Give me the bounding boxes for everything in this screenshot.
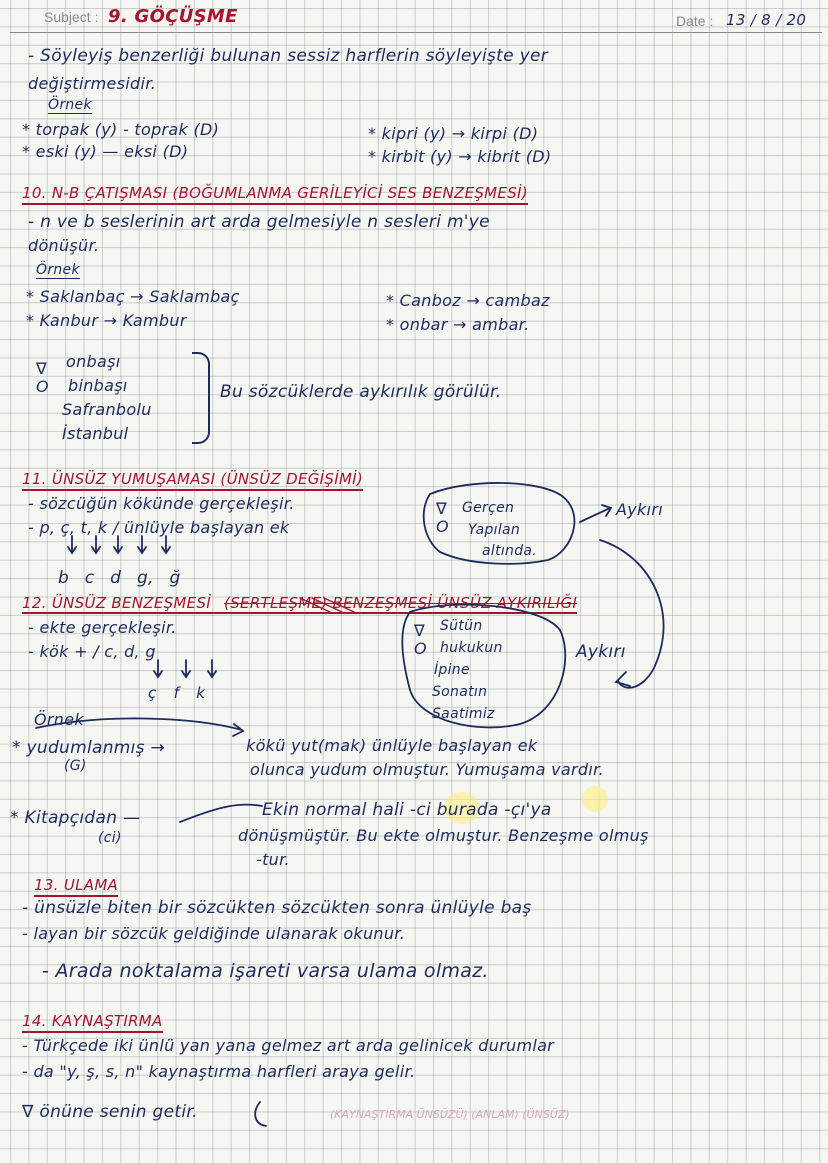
ornek2-label: Örnek — [34, 710, 84, 729]
s13-line2: - layan bir sözcük geldiğinde ulanarak okunur. — [22, 924, 406, 943]
s13-line1: - ünsüzle biten bir sözcükten sözcükten sonra ünlüyle baş — [22, 898, 532, 918]
s11-line3: b c d g, ğ — [58, 568, 181, 588]
s14-line3: ∇ önüne senin getir. — [22, 1102, 198, 1122]
s11-title: 11. ÜNSÜZ YUMUŞAMASI (ÜNSÜZ DEĞİŞİMİ) — [22, 470, 363, 491]
ornek2-ex2-text3: -tur. — [256, 850, 290, 869]
s10-marker: ∇ O — [36, 359, 49, 396]
s12-struck: (SERTLEŞME) BENZEŞMESİ ÜNSÜZ AYKIRILIĞI — [224, 594, 578, 612]
s11-exc-1: Yapılan — [468, 522, 521, 538]
s9-ex1: * torpak (y) - toprak (D) — [22, 120, 220, 139]
ornek2-ex1-word: * yudumlanmış → — [12, 738, 166, 758]
s10-note: Bu sözcüklerde aykırılık görülür. — [220, 382, 502, 402]
s13-line3: - Arada noktalama işareti varsa ulama olmaz. — [42, 960, 489, 982]
s14-line1: - Türkçede iki ünlü yan yana gelmez art arda gelinicek durumlar — [22, 1036, 555, 1055]
s10-list-0: onbaşı — [66, 352, 121, 371]
s12-exc-2: İpine — [434, 662, 470, 678]
s12-line3: ç f k — [148, 684, 206, 702]
s12-exc-1: hukukun — [440, 640, 503, 656]
s11-aykiri: Aykırı — [616, 500, 663, 519]
date-label: Date : — [676, 13, 714, 29]
s9-example-label: Örnek — [48, 97, 92, 113]
s9-line1: - Söyleyiş benzerliği bulunan sessiz harflerin söyleyişte yer — [28, 46, 549, 66]
s9-ex3: * kipri (y) → kirpi (D) — [368, 124, 539, 143]
ornek2-ex1-text2: olunca yudum olmuştur. Yumuşama vardır. — [250, 760, 604, 779]
ornek2-ex1-tag: (G) — [64, 758, 87, 774]
s9-ex4: * kirbit (y) → kibrit (D) — [368, 147, 552, 166]
s12-line1: - ekte gerçekleşir. — [28, 618, 177, 637]
s11-line2: - p, ç, t, k / ünlüyle başlayan ek — [28, 518, 290, 537]
s10-ex1: * Saklanbaç → Saklambaç — [26, 287, 240, 306]
s10-list-1: binbaşı — [68, 376, 128, 395]
s11-exc-0: Gerçen — [462, 500, 515, 516]
date-value: 13 / 8 / 20 — [726, 11, 807, 29]
s12-exc-3: Sonatın — [432, 684, 488, 700]
s10-ex2: * Kanbur → Kambur — [26, 311, 187, 330]
s12-exc-0: Sütün — [440, 618, 483, 634]
s10-line1: - n ve b seslerinin art arda gelmesiyle n sesleri m'ye — [28, 212, 490, 232]
s10-example-label: Örnek — [36, 262, 80, 278]
s12-title-wrap — [22, 594, 577, 614]
ornek2-ex2-word: * Kitapçıdan — — [10, 808, 141, 828]
s11-exc-2: altında. — [482, 543, 538, 559]
subject-value: 9. GÖÇÜŞME — [108, 6, 238, 27]
s12-title: 12. ÜNSÜZ BENZEŞMESİ — [22, 594, 211, 612]
s10-line2: dönüşür. — [28, 236, 100, 255]
s14-faint: (KAYNAŞTIRMA ÜNSÜZÜ) (ANLAM) (ÜNSÜZ) — [330, 1108, 570, 1121]
ornek2-ex2-text1: Ekin normal hali -ci burada -çı'ya — [262, 800, 552, 820]
subject-label: Subject : — [44, 9, 99, 25]
s10-list-2: Safranbolu — [62, 400, 152, 419]
ornek2-ex2-tag: (ci) — [98, 830, 122, 846]
s12-line2: - kök + / c, d, g — [28, 642, 156, 661]
ornek2-ex1-text1: kökü yut(mak) ünlüyle başlayan ek — [246, 736, 538, 755]
s9-line2: değiştirmesidir. — [28, 74, 157, 93]
highlight-mark-2 — [582, 786, 608, 812]
s12-marker: ∇ O — [414, 621, 427, 658]
s11-marker: ∇ O — [436, 499, 449, 536]
s10-brace — [192, 352, 210, 444]
s11-line1: - sözcüğün kökünde gerçekleşir. — [28, 494, 295, 513]
ornek2-ex2-text2: dönüşmüştür. Bu ekte olmuştur. Benzeşme olmuş — [238, 826, 649, 845]
s13-title: 13. ULAMA — [34, 876, 118, 897]
s10-ex4: * onbar → ambar. — [386, 315, 530, 334]
s10-title: 10. N-B ÇATIŞMASI (BOĞUMLANMA GERİLEYİCİ SES BENZEŞMESİ) — [22, 184, 528, 205]
s10-list-3: İstanbul — [62, 424, 129, 443]
s9-ex2: * eski (y) — eksi (D) — [22, 142, 189, 161]
s12-exc-4: Saatimiz — [432, 706, 495, 722]
s14-title: 14. KAYNAŞTIRMA — [22, 1012, 163, 1033]
s14-line2: - da "y, ş, s, n" kaynaştırma harfleri araya gelir. — [22, 1062, 416, 1081]
header-rule — [10, 32, 822, 33]
s10-ex3: * Canboz → cambaz — [386, 291, 550, 310]
s12-aykiri: Aykırı — [576, 642, 626, 662]
